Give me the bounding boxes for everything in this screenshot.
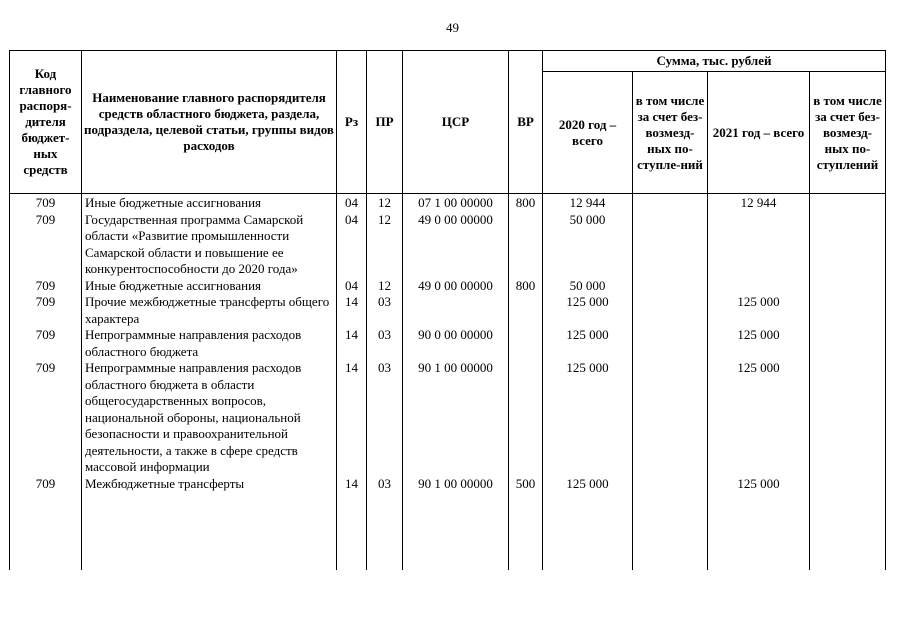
cell-name: Межбюджетные трансферты	[82, 476, 337, 493]
cell-pr: 12	[367, 194, 403, 212]
cell-rz: 14	[337, 327, 367, 360]
cell-name: Прочие межбюджетные трансферты общего характера	[82, 294, 337, 327]
cell-csr: 49 0 00 00000	[403, 212, 509, 278]
header-sum-group: Сумма, тыс. рублей	[543, 51, 886, 72]
cell-csr: 90 1 00 00000	[403, 360, 509, 476]
cell-pr: 03	[367, 327, 403, 360]
cell-2021-incl	[810, 278, 886, 295]
cell-2021-total	[708, 278, 810, 295]
page-number: 49	[446, 20, 459, 35]
cell-2021-total: 12 944	[708, 194, 810, 212]
cell-2020-incl	[633, 360, 708, 476]
cell-2021-incl	[810, 194, 886, 212]
cell-2020-incl	[633, 212, 708, 278]
cell-2021-incl	[810, 212, 886, 278]
budget-table	[9, 50, 886, 570]
cell-code: 709	[10, 294, 82, 327]
empty-cell	[10, 492, 82, 570]
table-row	[10, 360, 886, 476]
cell-vr	[509, 294, 543, 327]
cell-vr: 800	[509, 194, 543, 212]
header-name: Наименование главного распорядителя средств областного бюджета, раздела, подраздела, целевой статьи, группы видов расходов	[82, 51, 337, 194]
table-body	[10, 194, 886, 571]
cell-csr: 90 1 00 00000	[403, 476, 509, 493]
cell-2020-total: 125 000	[543, 327, 633, 360]
cell-code: 709	[10, 327, 82, 360]
header-2020-incl: в том числе за счет без-возмезд-ных по-ступле-ний	[633, 72, 708, 194]
empty-cell	[810, 492, 886, 570]
table-row	[10, 212, 886, 278]
cell-code: 709	[10, 194, 82, 212]
cell-name: Непрограммные направления расходов областного бюджета в области общегосударственных вопросов, национальной обороны, национальной безопасности и правоохранительной деятельности, а также в сфере средств массовой информации	[82, 360, 337, 476]
cell-2021-total: 125 000	[708, 476, 810, 493]
cell-name: Государственная программа Самарской области «Развитие промышленности Самарской области и повышение ее конкурентоспособности до 2020 года»	[82, 212, 337, 278]
cell-2020-total: 125 000	[543, 476, 633, 493]
header-vr: ВР	[509, 51, 543, 194]
empty-cell	[403, 492, 509, 570]
cell-2020-incl	[633, 327, 708, 360]
table-row	[10, 294, 886, 327]
empty-cell	[543, 492, 633, 570]
cell-rz: 14	[337, 294, 367, 327]
cell-csr: 49 0 00 00000	[403, 278, 509, 295]
cell-2020-total: 12 944	[543, 194, 633, 212]
cell-rz: 14	[337, 476, 367, 493]
cell-2021-incl	[810, 476, 886, 493]
cell-vr	[509, 212, 543, 278]
header-pr: ПР	[367, 51, 403, 194]
cell-2020-incl	[633, 476, 708, 493]
cell-2020-incl	[633, 278, 708, 295]
cell-2021-incl	[810, 327, 886, 360]
header-2020-total: 2020 год – всего	[543, 72, 633, 194]
cell-pr: 03	[367, 294, 403, 327]
cell-csr: 07 1 00 00000	[403, 194, 509, 212]
header-2021-incl: в том числе за счет без-возмезд-ных по-ступлений	[810, 72, 886, 194]
cell-vr	[509, 360, 543, 476]
table-row	[10, 278, 886, 295]
header-csr: ЦСР	[403, 51, 509, 194]
cell-rz: 04	[337, 212, 367, 278]
header-2021-total: 2021 год – всего	[708, 72, 810, 194]
table-row	[10, 194, 886, 212]
cell-vr: 800	[509, 278, 543, 295]
cell-rz: 14	[337, 360, 367, 476]
empty-cell	[82, 492, 337, 570]
cell-rz: 04	[337, 278, 367, 295]
cell-2021-total: 125 000	[708, 294, 810, 327]
cell-pr: 03	[367, 476, 403, 493]
empty-cell	[509, 492, 543, 570]
cell-rz: 04	[337, 194, 367, 212]
cell-pr: 03	[367, 360, 403, 476]
cell-name: Иные бюджетные ассигнования	[82, 194, 337, 212]
header-code: Код главного распоря-дителя бюджет-ных средств	[10, 51, 82, 194]
table-filler-row	[10, 492, 886, 570]
table-row	[10, 476, 886, 493]
empty-cell	[337, 492, 367, 570]
cell-2021-total: 125 000	[708, 327, 810, 360]
empty-cell	[633, 492, 708, 570]
cell-pr: 12	[367, 212, 403, 278]
cell-name: Иные бюджетные ассигнования	[82, 278, 337, 295]
cell-2021-total	[708, 212, 810, 278]
cell-2020-total: 125 000	[543, 360, 633, 476]
cell-2020-total: 50 000	[543, 278, 633, 295]
empty-cell	[367, 492, 403, 570]
cell-code: 709	[10, 278, 82, 295]
cell-2020-total: 125 000	[543, 294, 633, 327]
empty-cell	[708, 492, 810, 570]
cell-2021-incl	[810, 294, 886, 327]
cell-2021-incl	[810, 360, 886, 476]
cell-csr	[403, 294, 509, 327]
header-rz: Рз	[337, 51, 367, 194]
cell-2020-total: 50 000	[543, 212, 633, 278]
table-row	[10, 327, 886, 360]
cell-vr	[509, 327, 543, 360]
cell-pr: 12	[367, 278, 403, 295]
cell-name: Непрограммные направления расходов областного бюджета	[82, 327, 337, 360]
cell-code: 709	[10, 476, 82, 493]
cell-code: 709	[10, 360, 82, 476]
cell-2021-total: 125 000	[708, 360, 810, 476]
cell-2020-incl	[633, 294, 708, 327]
cell-csr: 90 0 00 00000	[403, 327, 509, 360]
cell-code: 709	[10, 212, 82, 278]
cell-2020-incl	[633, 194, 708, 212]
cell-vr: 500	[509, 476, 543, 493]
